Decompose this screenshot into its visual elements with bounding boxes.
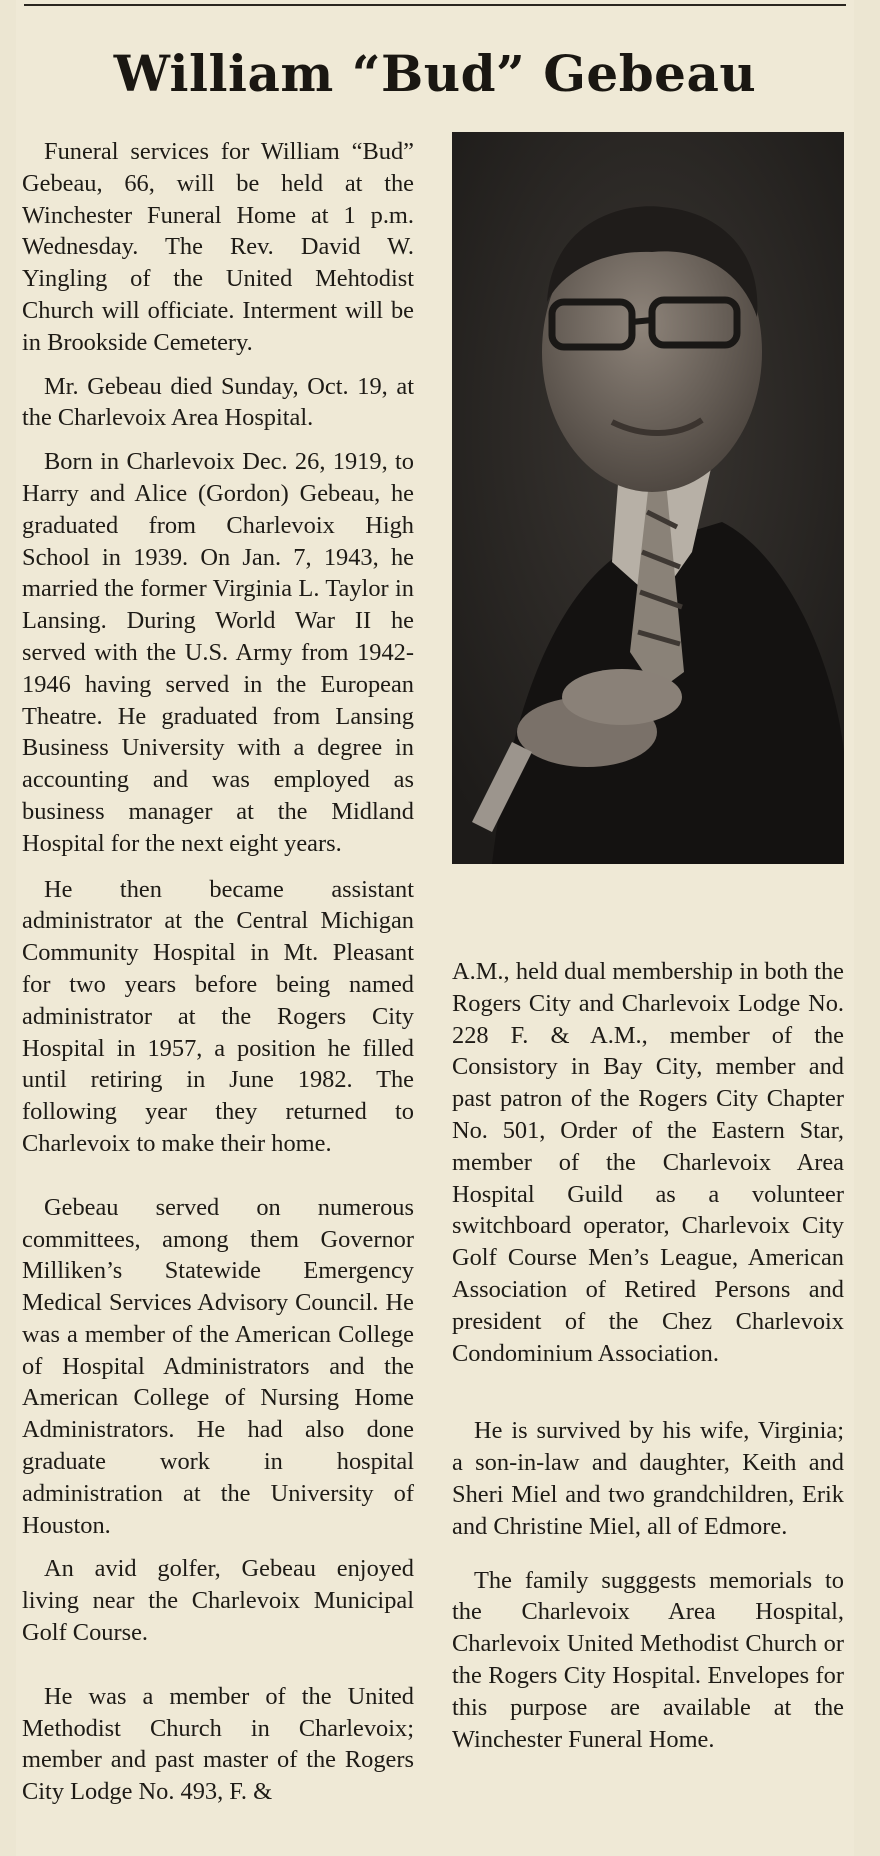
top-rule — [24, 4, 846, 6]
paragraph-memorials: The family sugggests memorials to the Charlevoix Area Hospital, Charlevoix United Methodist Church or the Rogers City Hospital. Envelopes for this purpose are available at the Winchester Funeral Home. — [452, 1566, 844, 1753]
paragraph-career: He then became assistant administrator at the Central Michigan Community Hospital in Mt. Pleasant for two years before being named administrator at the Rogers City Hospital in 1957, a position he filled until retiring in June 1982. The following year they returned to Charlevoix to make their home. — [22, 875, 414, 1157]
paragraph-services: Funeral services for William “Bud” Gebeau, 66, will be held at the Winchester Funeral Home at 1 p.m. Wednesday. The Rev. David W. Yingling of the United Mehtodist Church will officiate. Interment will be in Brookside Cemetery. — [22, 138, 414, 356]
paragraph-memberships: He was a member of the United Methodist Church in Charlevoix; member and past master of the Rogers City Lodge No. 493, F. & — [22, 1682, 414, 1806]
paragraph-committees: Gebeau served on numerous committees, among them Governor Milliken’s Statewide Emergency Medical Services Advisory Council. He was a member of the American College of Hospital Administrators and the American College of Nursing Home Administrators. He had also done graduate work in hospital administration at the University of Houston. — [22, 1193, 414, 1539]
paragraph-golfer: An avid golfer, Gebeau enjoyed living near the Charlevoix Municipal Golf Course. — [22, 1555, 414, 1647]
newspaper-clipping — [16, 0, 854, 1856]
headline: William “Bud” Gebeau — [113, 44, 757, 103]
right-column — [452, 956, 844, 1755]
paragraph-biography: Born in Charlevoix Dec. 26, 1919, to Harry and Alice (Gordon) Gebeau, he graduated from Charlevoix High School in 1939. On Jan. 7, 1943, he married the former Virginia L. Taylor in Lansing. During World War II he served with the U.S. Army from 1942-1946 having served in the European Theatre. He graduated from Lansing Business University with a degree in accounting and was employed as business manager at the Midland Hospital for the next eight years. — [22, 448, 414, 857]
paragraph-memberships-continued: A.M., held dual membership in both the Rogers City and Charlevoix Lodge No. 228 F. & A.M., member of the Consistory in Bay City, member and past patron of the Rogers City Chapter No. 501, Order of the Eastern Star, member of the Charlevoix Area Hospital Guild as a volunteer switchboard operator, Charlevoix City Golf Course Men’s League, American Association of Retired Persons and president of the Chez Charlevoix Condominium Association. — [452, 958, 844, 1367]
left-column — [22, 136, 414, 1808]
paragraph-death: Mr. Gebeau died Sunday, Oct. 19, at the Charlevoix Area Hospital. — [22, 372, 414, 432]
paragraph-survivors: He is survived by his wife, Virginia; a son-in-law and daughter, Keith and Sheri Miel and two grandchildren, Erik and Christine Miel, all of Edmore. — [452, 1417, 844, 1540]
portrait-photo — [452, 132, 844, 864]
